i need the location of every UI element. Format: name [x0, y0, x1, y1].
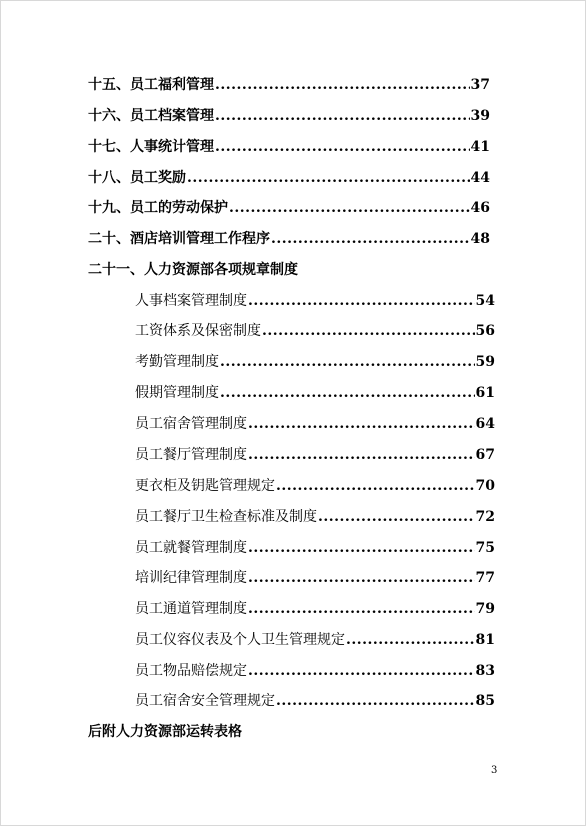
- toc-entry-17[interactable]: [88, 136, 490, 158]
- dot-leader: [276, 690, 475, 712]
- toc-entry-page: 81: [475, 632, 495, 648]
- toc-entry-page: 75: [475, 540, 495, 556]
- toc-entry-page: 46: [470, 200, 490, 216]
- toc-entry-label: 员工宿舍安全管理规定: [135, 693, 275, 709]
- toc-entry-label: 员工餐厅卫生检查标准及制度: [135, 509, 317, 525]
- toc-entry-page: 59: [475, 354, 495, 370]
- page-number: 3: [491, 765, 498, 776]
- toc-entry-page: 37: [470, 77, 490, 93]
- dot-leader: [248, 444, 475, 466]
- toc-entry-label: 员工就餐管理制度: [135, 540, 247, 556]
- toc-entry-page: 44: [470, 170, 490, 186]
- dot-leader: [248, 413, 475, 435]
- dot-leader: [215, 136, 470, 158]
- dot-leader: [276, 475, 475, 497]
- toc-entry-label: 员工通道管理制度: [135, 601, 247, 617]
- toc-entry-label: 二十一、人力资源部各项规章制度: [88, 262, 298, 278]
- toc-sub-entry[interactable]: [135, 506, 495, 528]
- toc-entry-page: 56: [475, 323, 495, 339]
- toc-entry-label: 后附人力资源部运转表格: [88, 724, 242, 740]
- toc-sub-entry[interactable]: [135, 537, 495, 559]
- toc-entry-page: 64: [475, 416, 495, 432]
- toc-entry-page: 67: [475, 447, 495, 463]
- dot-leader: [220, 351, 475, 373]
- toc-sub-entry[interactable]: [135, 598, 495, 620]
- toc-entry-15[interactable]: [88, 74, 490, 96]
- toc-entry-page: 61: [475, 385, 495, 401]
- toc-entry-label: 十六、员工档案管理: [88, 108, 214, 124]
- toc-entry-page: 48: [470, 231, 490, 247]
- toc-entry-page: 72: [475, 509, 495, 525]
- toc-sub-entry[interactable]: [135, 382, 495, 404]
- toc-sub-entry[interactable]: [135, 690, 495, 712]
- toc-entry-page: 85: [475, 693, 495, 709]
- dot-leader: [248, 567, 475, 589]
- dot-leader: [248, 598, 475, 620]
- dot-leader: [318, 506, 475, 528]
- toc-sub-entry[interactable]: [135, 444, 495, 466]
- toc-entry-page: 54: [475, 293, 495, 309]
- toc-entry-label: 工资体系及保密制度: [135, 323, 261, 339]
- dot-leader: [248, 537, 475, 559]
- dot-leader: [220, 382, 475, 404]
- toc-entry-page: 77: [475, 570, 495, 586]
- toc-entry-18[interactable]: [88, 167, 490, 189]
- toc-entry-label: 考勤管理制度: [135, 354, 219, 370]
- toc-sub-entry[interactable]: [135, 290, 495, 312]
- toc-entry-20[interactable]: [88, 228, 490, 250]
- dot-leader: [215, 105, 470, 127]
- toc-sub-entry[interactable]: [135, 320, 495, 342]
- toc-entry-label: 十九、员工的劳动保护: [88, 200, 228, 216]
- toc-entry-label: 员工宿舍管理制度: [135, 416, 247, 432]
- toc-entry-label: 十五、员工福利管理: [88, 77, 214, 93]
- toc-entry-label: 员工餐厅管理制度: [135, 447, 247, 463]
- dot-leader: [248, 660, 475, 682]
- toc-entry-page: 70: [475, 478, 495, 494]
- toc-entry-page: 41: [470, 139, 490, 155]
- dot-leader: [262, 320, 475, 342]
- toc-entry-19[interactable]: [88, 197, 490, 219]
- toc-sub-entry[interactable]: [135, 413, 495, 435]
- toc-entry-label: 员工仪容仪表及个人卫生管理规定: [135, 632, 345, 648]
- dot-leader: [248, 290, 475, 312]
- toc-sub-entry[interactable]: [135, 567, 495, 589]
- dot-leader: [229, 197, 470, 219]
- toc-appendix[interactable]: [88, 721, 490, 743]
- toc-entry-page: 79: [475, 601, 495, 617]
- toc-entry-label: 十七、人事统计管理: [88, 139, 214, 155]
- toc-entry-label: 人事档案管理制度: [135, 293, 247, 309]
- toc-entry-page: 39: [470, 108, 490, 124]
- toc-entry-label: 十八、员工奖励: [88, 170, 186, 186]
- toc-entry-16[interactable]: [88, 105, 490, 127]
- dot-leader: [271, 228, 470, 250]
- dot-leader: [187, 167, 470, 189]
- toc-entry-21[interactable]: [88, 259, 490, 281]
- toc-entry-label: 二十、酒店培训管理工作程序: [88, 231, 270, 247]
- dot-leader: [346, 629, 475, 651]
- toc-entry-label: 培训纪律管理制度: [135, 570, 247, 586]
- toc-entry-label: 假期管理制度: [135, 385, 219, 401]
- toc-entry-label: 员工物品赔偿规定: [135, 663, 247, 679]
- toc-sub-entry[interactable]: [135, 475, 495, 497]
- toc-sub-entry[interactable]: [135, 351, 495, 373]
- toc-entry-page: 83: [475, 663, 495, 679]
- toc-sub-entry[interactable]: [135, 629, 495, 651]
- toc-entry-label: 更衣柜及钥匙管理规定: [135, 478, 275, 494]
- dot-leader: [215, 74, 470, 96]
- toc-sub-entry[interactable]: [135, 660, 495, 682]
